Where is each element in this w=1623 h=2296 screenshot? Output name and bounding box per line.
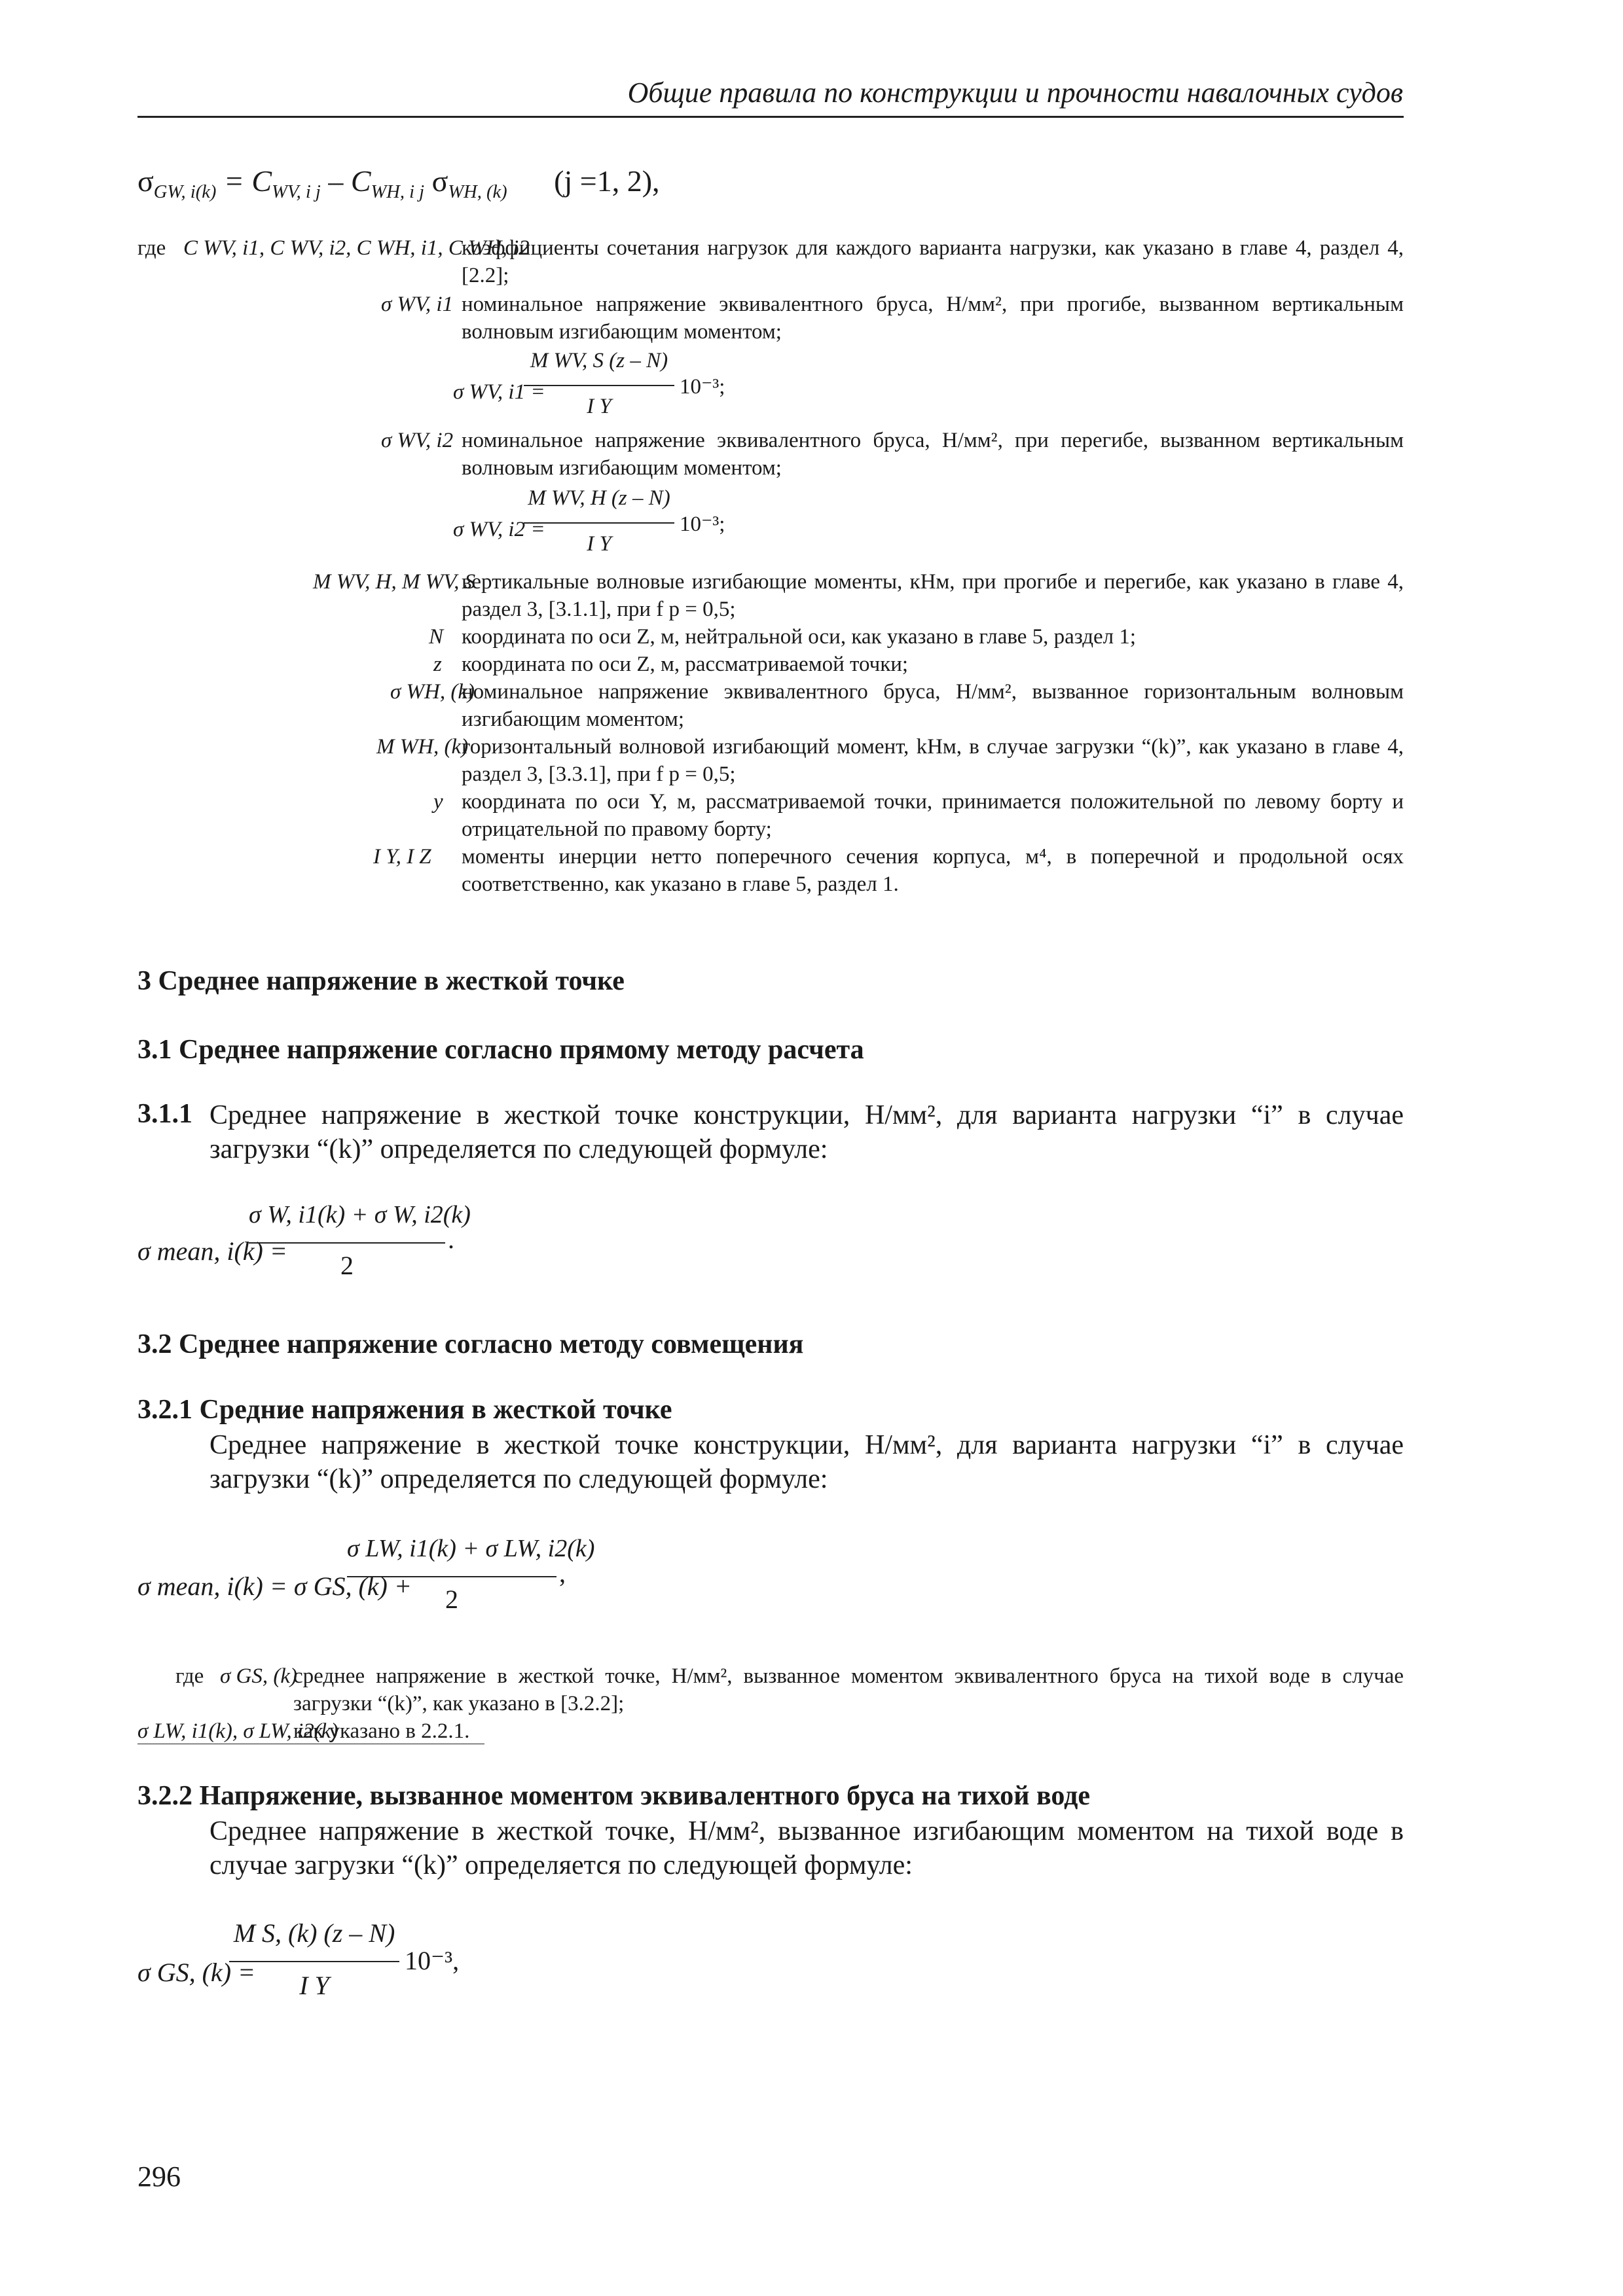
mean1-numerator: σ W, i1(k) + σ W, i2(k) <box>249 1201 471 1229</box>
where-desc-sigma-wh: номинальное напряжение эквивалентного бруса, Н/мм², вызванное горизонтальным волновым изгибающим моментом; <box>462 680 1404 731</box>
where-desc-sigma-wv-i1: номинальное напряжение эквивалентного бруса, Н/мм², при прогибе, вызванном вертикальным волновым изгибающим моментом; <box>462 293 1404 344</box>
where-symbol-n: N <box>429 625 444 649</box>
mean2-lhs: σ mean, i(k) = σ GS, (k) + <box>137 1571 412 1601</box>
where2-desc-sigma-gs: среднее напряжение в жесткой точке, Н/мм², вызванное моментом эквивалентного бруса на тихой воде в случае загрузки “(k)”, как указано в [3.2.2]; <box>293 1664 1404 1715</box>
where-symbol-y: y <box>433 790 443 814</box>
where-symbol-m-wv: M WV, H, M WV, S <box>313 570 476 594</box>
where-desc-sigma-wv-i2: номинальное напряжение эквивалентного бруса, Н/мм², при перегибе, вызванном вертикальным волновым изгибающим моментом; <box>462 429 1404 480</box>
where-symbol-z: z <box>433 653 442 676</box>
where-desc-y: координата по оси Y, м, рассматриваемой точки, принимается положительной по левому борту и отрицательной по правому борту; <box>462 790 1404 841</box>
heading-section-3-1: 3.1 Среднее напряжение согласно прямому методу расчета <box>137 1035 864 1065</box>
mean2-denominator: 2 <box>445 1585 458 1614</box>
gs-fraction-line <box>229 1961 399 1962</box>
f1-denominator: I Y <box>587 395 611 418</box>
heading-section-3-2: 3.2 Среднее напряжение согласно методу совмещения <box>137 1329 804 1359</box>
f1-lhs: σ WV, i1 = <box>453 380 545 404</box>
gs-numerator: M S, (k) (z – N) <box>233 1918 395 1948</box>
f2-fraction-line <box>524 522 674 524</box>
clause-text-3-2-1: Среднее напряжение в жесткой точке конструкции, Н/мм², для варианта нагрузки “i” в случае загрузки “(k)” определяется по следующей формуле: <box>210 1430 1404 1494</box>
mean1-denominator: 2 <box>340 1251 354 1280</box>
f1-fraction-line <box>524 385 674 386</box>
where-desc-m-wv: вертикальные волновые изгибающие моменты, кНм, при прогибе и перегибе, как указано в главе 4, раздел 3, [3.1.1], при f p = 0,5; <box>462 570 1404 621</box>
f2-tail: 10⁻³; <box>680 512 725 536</box>
equation-sigma-gw: $\sigma_{GW, i(k)} = C_{WV, i j} - C_{WH, i j}$ $\sigma_{WH, (k)}$ (j =1, 2), <box>137 164 660 202</box>
where-desc-coeffs: коэффициенты сочетания нагрузок для каждого варианта нагрузки, как указано в главе 4, раздел 4, [2.2]; <box>462 236 1404 287</box>
heading-section-3: 3 Среднее напряжение в жесткой точке <box>137 966 625 996</box>
where-symbol-iy-iz: I Y, I Z <box>373 845 431 869</box>
where-symbol-sigma-wh: σ WH, (k) <box>390 680 475 704</box>
where-symbol-m-wh: M WH, (k) <box>376 735 469 759</box>
where-desc-iy-iz: моменты инерции нетто поперечного сечения корпуса, м⁴, в поперечной и продольной осях соответственно, как указано в главе 5, раздел 1. <box>462 845 1404 896</box>
f2-lhs: σ WV, i2 = <box>453 518 545 541</box>
gs-lhs: σ GS, (k) = <box>137 1958 255 1987</box>
mean1-lhs: σ mean, i(k) = <box>137 1236 287 1266</box>
f2-denominator: I Y <box>587 532 611 556</box>
where-symbol-sigma-wv-i2: σ WV, i2 <box>381 429 454 452</box>
clause-text-3-1-1: Среднее напряжение в жесткой точке конструкции, Н/мм², для варианта нагрузки “i” в случае загрузки “(k)” определяется по следующей формуле: <box>210 1100 1404 1164</box>
mean2-fraction-line <box>347 1576 556 1577</box>
header-rule <box>137 116 1404 118</box>
clause-number-3-1-1: 3.1.1 <box>137 1099 192 1129</box>
clause-text-3-2-2: Среднее напряжение в жесткой точке, Н/мм², вызванное изгибающим моментом на тихой воде в случае загрузки “(k)” определяется по следующей формуле: <box>210 1816 1404 1880</box>
running-header: Общие правила по конструкции и прочности навалочных судов <box>627 77 1403 109</box>
where-symbol-coeffs: C WV, i1, C WV, i2, C WH, i1, C WH, i2 <box>183 236 530 260</box>
f2-numerator: M WV, H (z – N) <box>528 486 670 510</box>
where2-symbol-sigma-lw: σ LW, i1(k), σ LW, i2(k) <box>137 1719 338 1743</box>
where-symbol-sigma-wv-i1: σ WV, i1 <box>381 293 454 316</box>
page-number: 296 <box>137 2161 181 2193</box>
where-label: где <box>137 236 166 260</box>
where-desc-n: координата по оси Z, м, нейтральной оси, как указано в главе 5, раздел 1; <box>462 625 1137 649</box>
gs-tail: 10⁻³, <box>405 1946 460 1975</box>
f1-tail: 10⁻³; <box>680 375 725 399</box>
mean2-tail: , <box>559 1558 566 1588</box>
mean2-numerator: σ LW, i1(k) + σ LW, i2(k) <box>347 1535 595 1562</box>
f1-numerator: M WV, S (z – N) <box>530 349 668 372</box>
where2-label: где <box>175 1664 204 1688</box>
where2-desc-sigma-lw: как указано в 2.2.1. <box>293 1719 470 1743</box>
where2-symbol-sigma-gs: σ GS, (k) <box>220 1664 297 1688</box>
mean1-tail: . <box>448 1225 454 1254</box>
heading-section-3-2-2: 3.2.2 Напряжение, вызванное моментом эквивалентного бруса на тихой воде <box>137 1781 1091 1811</box>
mean1-fraction-line <box>249 1242 445 1244</box>
gs-denominator: I Y <box>299 1971 329 2000</box>
where-desc-m-wh: горизонтальный волновой изгибающий момент, kНм, в случае загрузки “(k)”, как указано в главе 4, раздел 3, [3.3.1], при f p = 0,5; <box>462 735 1404 786</box>
where-desc-z: координата по оси Z, м, рассматриваемой точки; <box>462 653 909 676</box>
heading-section-3-2-1: 3.2.1 Средние напряжения в жесткой точке <box>137 1395 672 1425</box>
